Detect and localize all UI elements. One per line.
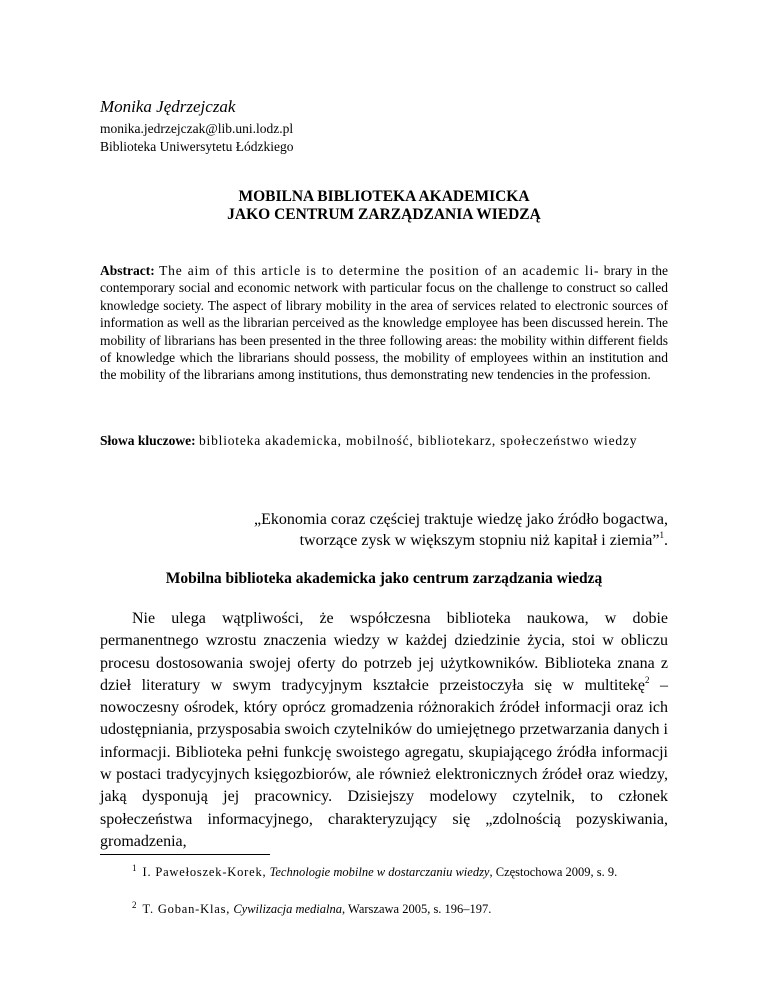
body-part-1: Nie ulega wątpliwości, że współczesna biblioteka naukowa, w dobie permanentnego wzrostu znaczenia wiedzy w każdej dziedzinie życia, stoi w obliczu procesu dostosowania swojej oferty do potrzeb jej użytkowników. Biblioteka znana z dzieł literatury w swym tradycyjnym kształcie przeistoczyła się w multitekę: [100, 610, 668, 694]
footnote-2-author: T. Goban-Klas,: [142, 902, 231, 916]
quote-line-2-text: tworzące zysk w większym stopniu niż kapitał i ziemia”: [299, 532, 660, 549]
footnote-2: [100, 899, 668, 918]
quote-line-1: „Ekonomia coraz częściej traktuje wiedzę jako źródło bogactwa,: [253, 511, 668, 528]
footnote-2-rest: , Warszawa 2005, s. 196–197.: [342, 902, 492, 916]
article-title: [100, 188, 668, 224]
author-affiliation: Biblioteka Uniwersytetu Łódzkiego: [100, 139, 294, 154]
keywords-text: biblioteka akademicka, mobilność, bibliotekarz, społeczeństwo wiedzy: [199, 433, 638, 448]
abstract: [100, 262, 668, 384]
author-name: Monika Jędrzejczak: [100, 97, 236, 116]
footnote-1-author: I. Pawełoszek-Korek,: [142, 865, 267, 879]
author-email: monika.jedrzejczak@lib.uni.lodz.pl: [100, 121, 294, 136]
keywords: [100, 432, 668, 449]
footnote-1: [100, 862, 668, 881]
footnote-1-rest: , Częstochowa 2009, s. 9.: [489, 865, 618, 879]
keywords-label: Słowa kluczowe:: [100, 433, 196, 448]
body-part-2: – nowoczesny ośrodek, który oprócz gromadzenia różnorakich źródeł informacji oraz ich udostępniania, przysposabia swoich czytelników do umiejętnego przetwarzania danych i informacji. Biblioteka pełni funkcję swoistego agregatu, skupiającego źródła informacji w postaci tradycyjnych księgozbiorów, ale również elektronicznych źródeł oraz wiedzy, jaką dysponują jej pracownicy. Dzisiejszy modelowy czytelnik, to członek społeczeństwa informacyjnego, charakteryzujący się „zdolnością pozyskiwania, gromadzenia,: [100, 676, 668, 850]
section-heading: Mobilna biblioteka akademicka jako centrum zarządzania wiedzą: [165, 570, 603, 587]
abstract-label: Abstract:: [100, 263, 155, 278]
footnote-1-number: 1: [132, 862, 137, 873]
title-line-1: MOBILNA BIBLIOTEKA AKADEMICKA: [238, 188, 530, 205]
quote-line-2: [198, 530, 668, 551]
body-footnote-ref: 2: [645, 674, 650, 685]
footnote-2-title: Cywilizacja medialna: [233, 902, 342, 916]
abstract-text: brary in the contemporary social and economic network with particular focus on the challenge to construct so called knowledge society. The aspect of library mobility in the area of services related to electronic sources of information as well as the librarian perceived as the knowledge employee has been discussed herein. The mobility of librarians has been presented in the three following areas: the mobility within different fields of knowledge which the librarians should possess, the mobility of employees within an institution and the mobility of the librarians among institutions, thus demonstrating new tendencies in the profession.: [100, 263, 669, 383]
quote-footnote-ref: 1: [659, 529, 664, 540]
abstract-lead: The aim of this article is to determine the position of an academic li-: [159, 263, 600, 278]
title-line-2: JAKO CENTRUM ZARZĄDZANIA WIEDZĄ: [227, 206, 541, 223]
footnote-separator: [100, 854, 270, 855]
footnote-1-title: Technologie mobilne w dostarczaniu wiedzy: [269, 865, 490, 879]
quote-end: .: [664, 532, 668, 549]
body-paragraph: [100, 608, 668, 853]
footnote-2-number: 2: [132, 899, 137, 910]
epigraph-quote: [198, 509, 668, 551]
